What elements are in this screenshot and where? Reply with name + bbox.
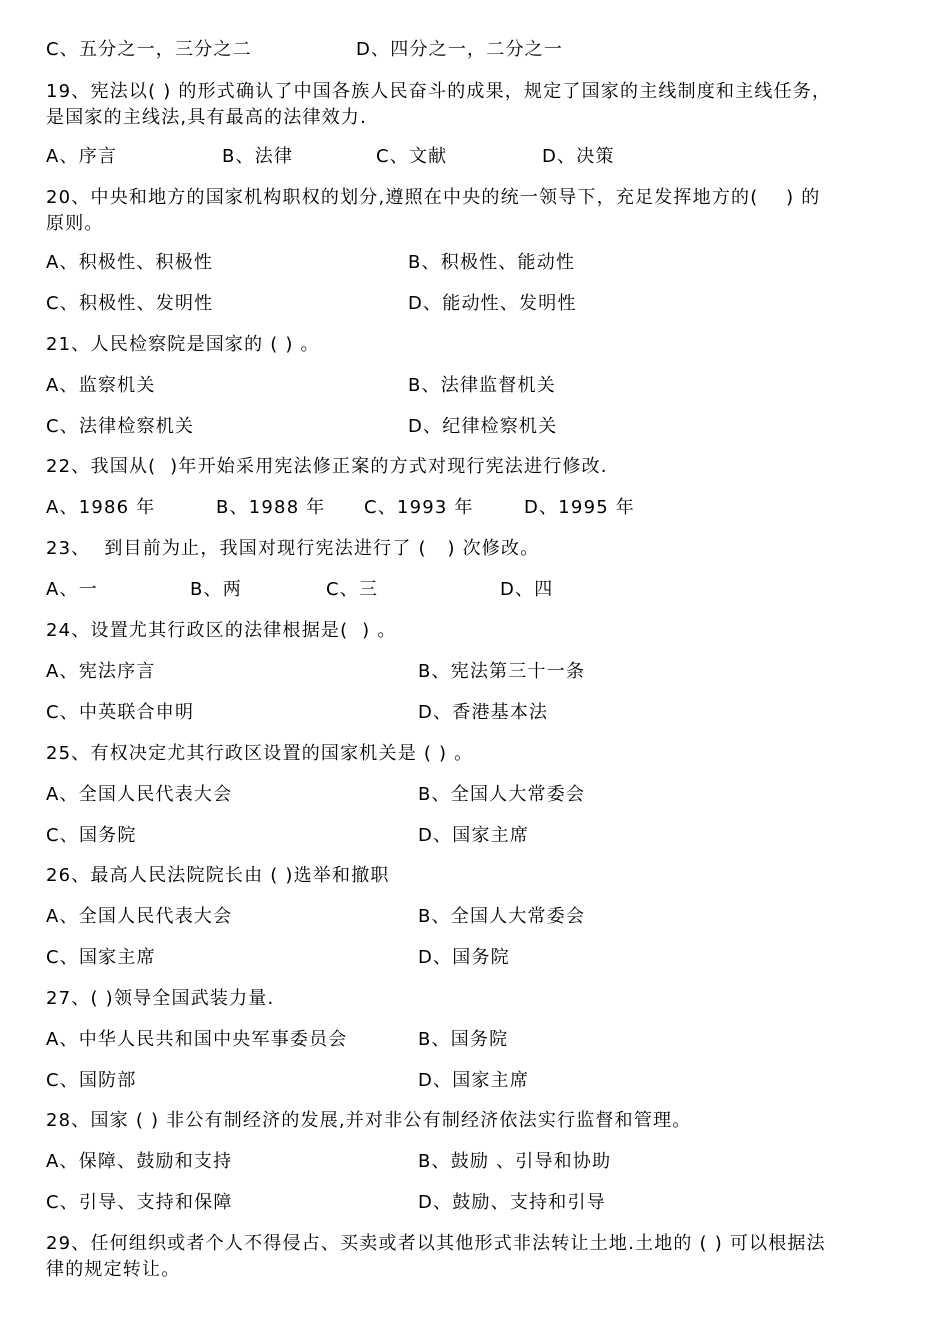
option-o26a-0: A、全国人民代表大会 bbox=[46, 906, 233, 927]
text-line-q20a: 20、中央和地方的国家机构职权的划分,遵照在中央的统一领导下，充足发挥地方的( ) 的 bbox=[46, 187, 821, 208]
text-line-q19b: 是国家的主线法,具有最高的法律效力. bbox=[46, 107, 368, 128]
option-l0-1: D、四分之一，二分之一 bbox=[356, 39, 564, 60]
option-o28a-0: A、保障、鼓励和支持 bbox=[46, 1151, 233, 1172]
option-o21a-0: A、监察机关 bbox=[46, 375, 156, 396]
text-line-q24: 24、设置尤其行政区的法律根据是( ) 。 bbox=[46, 620, 397, 641]
option-o19-3: D、决策 bbox=[542, 146, 615, 167]
text-line-q27: 27、( )领导全国武装力量. bbox=[46, 988, 275, 1009]
text-line-q29a: 29、任何组织或者个人不得侵占、买卖或者以其他形式非法转让土地.土地的 ( ) 可以根据法 bbox=[46, 1233, 826, 1254]
text-line-q23: 23、 到目前为止，我国对现行宪法进行了 ( ) 次修改。 bbox=[46, 538, 540, 559]
option-o27a-1: B、国务院 bbox=[418, 1029, 509, 1050]
option-o24a-0: A、宪法序言 bbox=[46, 661, 156, 682]
text-line-q25: 25、有权决定尤其行政区设置的国家机关是 ( ) 。 bbox=[46, 743, 474, 764]
text-line-q28: 28、国家 ( ) 非公有制经济的发展,并对非公有制经济依法实行监督和管理。 bbox=[46, 1110, 692, 1131]
option-o20b-0: C、积极性、发明性 bbox=[46, 293, 214, 314]
option-o20a-0: A、积极性、积极性 bbox=[46, 252, 214, 273]
option-o26b-0: C、国家主席 bbox=[46, 947, 156, 968]
option-o22-1: B、1988 年 bbox=[216, 497, 326, 518]
option-o21b-1: D、纪律检察机关 bbox=[408, 416, 558, 437]
option-o27b-0: C、国防部 bbox=[46, 1070, 137, 1091]
option-l0-0: C、五分之一，三分之二 bbox=[46, 39, 252, 60]
option-o22-2: C、1993 年 bbox=[364, 497, 474, 518]
option-o22-3: D、1995 年 bbox=[524, 497, 635, 518]
option-o28b-0: C、引导、支持和保障 bbox=[46, 1192, 233, 1213]
option-o19-0: A、序言 bbox=[46, 146, 118, 167]
option-o21a-1: B、法律监督机关 bbox=[408, 375, 556, 396]
option-o25b-0: C、国务院 bbox=[46, 825, 137, 846]
text-line-q21: 21、人民检察院是国家的 ( ) 。 bbox=[46, 334, 320, 355]
option-o23-2: C、三 bbox=[326, 579, 379, 600]
text-line-q29b: 律的规定转让。 bbox=[46, 1259, 181, 1280]
option-o28a-1: B、鼓励 、引导和协助 bbox=[418, 1151, 612, 1172]
option-o25a-0: A、全国人民代表大会 bbox=[46, 784, 233, 805]
option-o23-3: D、四 bbox=[500, 579, 554, 600]
option-o23-1: B、两 bbox=[190, 579, 242, 600]
option-o19-2: C、文献 bbox=[376, 146, 448, 167]
text-line-q26: 26、最高人民法院院长由 ( )选举和撤职 bbox=[46, 865, 390, 886]
option-o26b-1: D、国务院 bbox=[418, 947, 510, 968]
text-line-q20b: 原则。 bbox=[46, 213, 104, 234]
text-line-q22: 22、我国从( )年开始采用宪法修正案的方式对现行宪法进行修改. bbox=[46, 456, 608, 477]
option-o24b-0: C、中英联合申明 bbox=[46, 702, 195, 723]
option-o27a-0: A、中华人民共和国中央军事委员会 bbox=[46, 1029, 348, 1050]
option-o25a-1: B、全国人大常委会 bbox=[418, 784, 586, 805]
option-o28b-1: D、鼓励、支持和引导 bbox=[418, 1192, 606, 1213]
text-line-q19a: 19、宪法以( ) 的形式确认了中国各族人民奋斗的成果，规定了国家的主线制度和主线任务， bbox=[46, 81, 832, 102]
option-o20a-1: B、积极性、能动性 bbox=[408, 252, 576, 273]
option-o25b-1: D、国家主席 bbox=[418, 825, 530, 846]
option-o20b-1: D、能动性、发明性 bbox=[408, 293, 577, 314]
option-o24a-1: B、宪法第三十一条 bbox=[418, 661, 586, 682]
option-o27b-1: D、国家主席 bbox=[418, 1070, 530, 1091]
option-o22-0: A、1986 年 bbox=[46, 497, 156, 518]
option-o26a-1: B、全国人大常委会 bbox=[418, 906, 586, 927]
option-o23-0: A、一 bbox=[46, 579, 98, 600]
option-o24b-1: D、香港基本法 bbox=[418, 702, 549, 723]
option-o21b-0: C、法律检察机关 bbox=[46, 416, 195, 437]
option-o19-1: B、法律 bbox=[222, 146, 294, 167]
